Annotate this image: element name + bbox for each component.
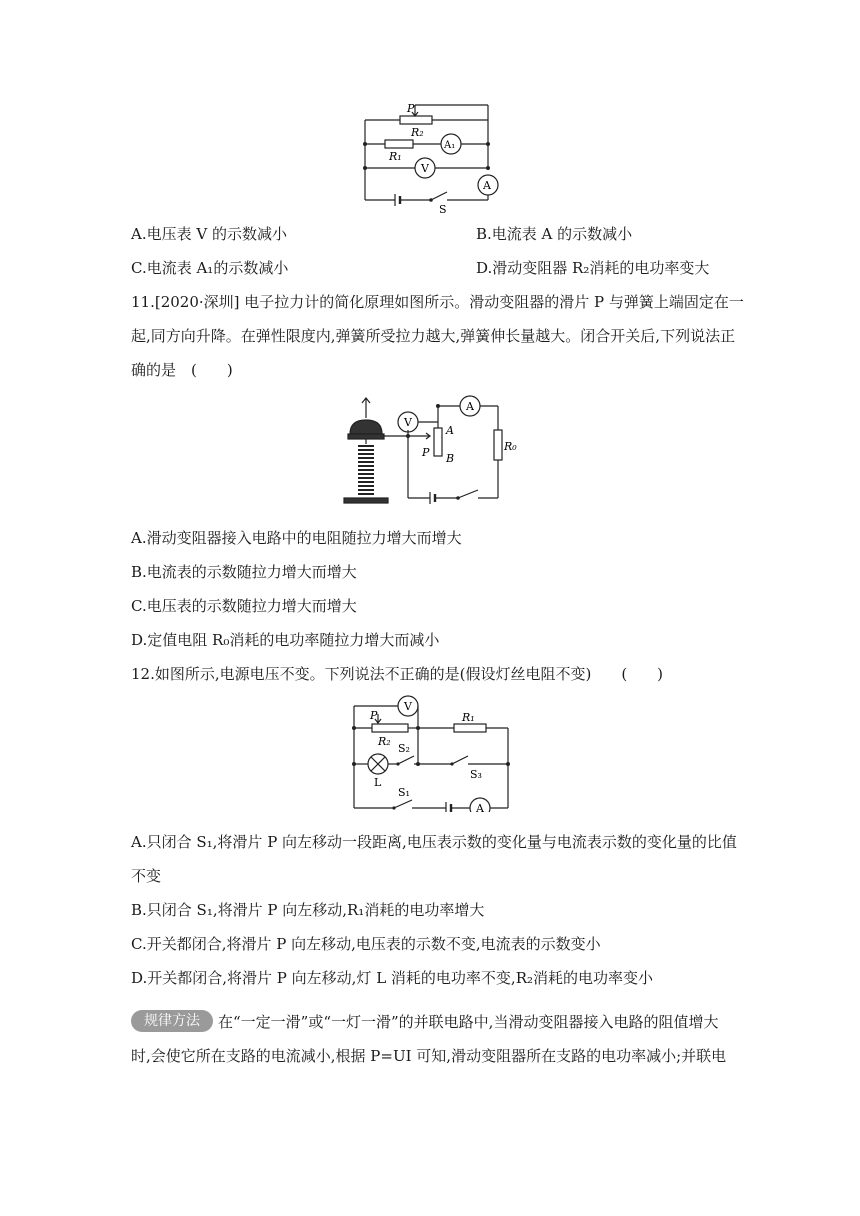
label-v: V [404,416,412,429]
label-b: B [446,452,455,465]
label-l: L [374,776,382,789]
q11-option-a: A.滑动变阻器接入电路中的电阻随拉力增大而增大 [131,529,462,547]
label-r0: R₀ [504,440,517,453]
q10-option-c: C.电流表 A₁的示数减小 [131,259,289,277]
q12-option-b: B.只闭合 S₁,将滑片 P 向左移动,R₁消耗的电功率增大 [131,901,485,919]
q10-option-b: B.电流表 A 的示数减小 [476,225,633,243]
label-v: V [421,162,429,175]
circuit-figure-q12 [342,692,522,812]
q11-stem-line3: 确的是 ( ) [131,361,233,379]
q11-option-d: D.定值电阻 R₀消耗的电功率随拉力增大而减小 [131,631,440,649]
q12-option-a: A.只闭合 S₁,将滑片 P 向左移动一段距离,电压表示数的变化量与电流表示数的变化量的比值 [131,833,737,851]
label-s: S [439,203,447,215]
label-p: P [422,446,430,459]
circuit-figure-q11 [338,392,538,512]
label-a: A [476,802,484,812]
label-r2: R₂ [411,126,424,139]
q10-option-a: A.电压表 V 的示数减小 [131,225,287,243]
label-a-meter: A [466,400,474,413]
label-r1: R₁ [389,150,402,163]
label-a1: A₁ [444,140,456,151]
q12-option-d: D.开关都闭合,将滑片 P 向左移动,灯 L 消耗的电功率不变,R₂消耗的电功率变小 [131,969,654,987]
label-s1: S₁ [398,786,410,799]
q12-stem: 12.如图所示,电源电压不变。下列说法不正确的是(假设灯丝电阻不变) ( ) [131,665,664,683]
q10-option-d: D.滑动变阻器 R₂消耗的电功率变大 [476,259,710,277]
q11-option-c: C.电压表的示数随拉力增大而增大 [131,597,357,615]
q11-stem-line1: 11.[2020·深圳] 电子拉力计的简化原理如图所示。滑动变阻器的滑片 P 与弹簧上端固定在一 [131,293,744,311]
label-p: P [370,709,378,722]
q12-option-a-cont: 不变 [131,867,162,885]
q12-option-c: C.开关都闭合,将滑片 P 向左移动,电压表的示数不变,电流表的示数变小 [131,935,601,953]
label-s2: S₂ [398,742,410,755]
q11-stem-line2: 起,同方向升降。在弹性限度内,弹簧所受拉力越大,弹簧伸长量越大。闭合开关后,下列说法正 [131,327,736,345]
label-r1: R₁ [462,711,475,724]
label-v: V [404,700,412,713]
label-r2: R₂ [378,735,391,748]
method-badge: 规律方法 [131,1010,213,1032]
label-s3: S₃ [470,768,482,781]
q11-option-b: B.电流表的示数随拉力增大而增大 [131,563,357,581]
label-a: A [446,424,454,437]
method-text-line2: 时,会使它所在支路的电流减小,根据 P=UI 可知,滑动变阻器所在支路的电功率减小;并联电 [131,1047,727,1065]
circuit-figure-q10 [355,100,505,215]
method-text-line1: 在“一定一滑”或“一灯一滑”的并联电路中,当滑动变阻器接入电路的阻值增大 [218,1013,719,1031]
label-a: A [483,179,491,192]
label-p: P [407,102,415,115]
